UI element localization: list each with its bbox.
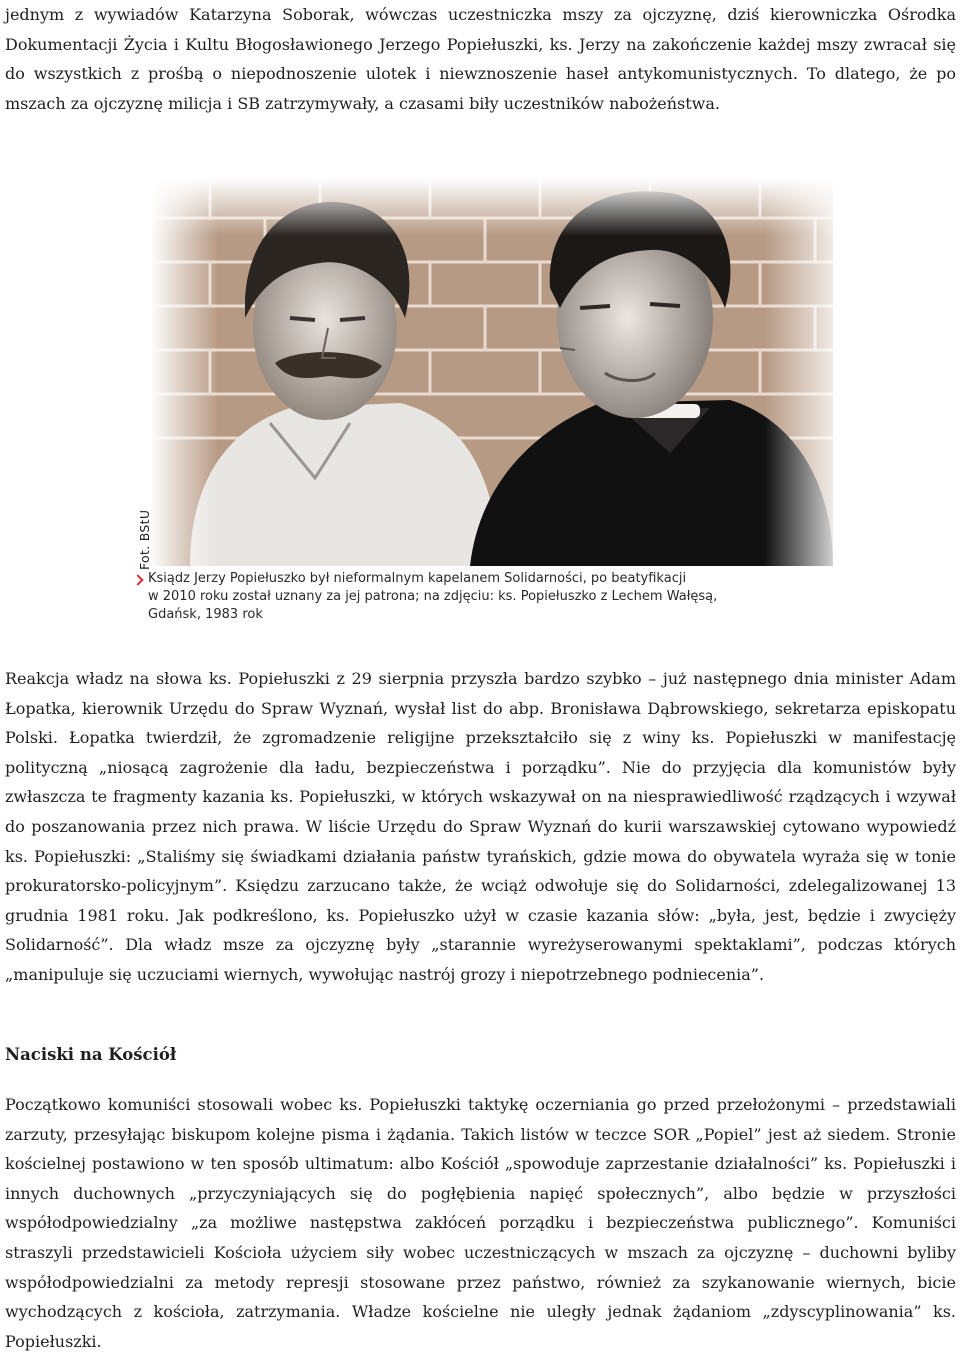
article-paragraph: Reakcja władz na słowa ks. Popiełuszki z 29 sierpnia przyszła bardzo szybko – już następnego dnia minister Adam Łopatka, kierownik Urzędu do Spraw Wyznań, wysłał list do abp. Bronisława Dąbrowskiego, sekretarza episkopatu Polski. Łopatka twierdził, że zgromadzenie religijne przekształciło się z winy ks. Popiełuszki w manifestację polityczną „niosącą zagrożenie dla ładu, bezpieczeństwa i porządku”. Nie do przyjęcia dla komunistów były zwłaszcza te fragmenty kazania ks. Popiełuszki, w których wskazywał on na niesprawiedliwość rządzących i wzywał do poszanowania przez nich prawa. W liście Urzędu do Spraw Wyznań do kurii warszawskiej cytowano wypowiedź ks. Popiełuszki: „Staliśmy się świadkami działania państw tyrańskich, gdzie mowa do obywatela wyraża się w tonie prokuratorsko-policyjnym”. Księdzu zarzucano także, że wciąż odwołuje się do Solidarności, zdelegalizowanej 13 grudnia 1981 roku. Jak podkreślono, ks. Popiełuszko użył w czasie kazania słów: „była, jest, będzie i zwycięży Solidarność”. Dla władz msze za ojczyznę były „starannie wyreżyserowanymi spektaklami”, podczas których „manipuluje się uczuciami wiernych, wywołując nastrój grozy i niepotrzebnego podniecenia”.	[5, 669, 956, 984]
photo-credit: Fot. BStU	[137, 509, 152, 570]
caption-arrow-icon	[132, 574, 143, 585]
caption-line: w 2010 roku został uznany za jej patrona; na zdjęciu: ks. Popiełuszko z Lechem Wałęsą,	[148, 589, 718, 604]
caption-line: Gdańsk, 1983 rok	[148, 607, 263, 622]
caption-line: Ksiądz Jerzy Popiełuszko był nieformalnym kapelanem Solidarności, po beatyfikacji	[148, 571, 687, 586]
section-heading: Naciski na Kościół	[5, 1045, 177, 1064]
article-paragraph: Początkowo komuniści stosowali wobec ks. Popiełuszki taktykę oczerniania go przed przełożonymi – przedstawiali zarzuty, przesyłając biskupom kolejne pisma i żądania. Takich listów w teczce SOR „Popiel” jest aż siedem. Stronie kościelnej postawiono w ten sposób ultimatum: albo Kościół „spowoduje zaprzestanie działalności” ks. Popiełuszki i innych duchownych „przyczyniających się do pogłębienia napięć społecznych”, albo będzie w przyszłości współodpowiedzialny „za możliwe następstwa zakłóceń porządku i bezpieczeństwa publicznego”. Komuniści straszyli przedstawicieli Kościoła użyciem siły wobec uczestniczących w mszach za ojczyznę – duchowni byliby współodpowiedzialni za metody represji stosowane przez państwo, również za szykanowanie wiernych, bicie wychodzących z kościoła, zatrzymania. Władze kościelne nie uległy jednak żądaniom „zdyscyplinowania” ks. Popiełuszki.	[5, 1095, 956, 1351]
photo	[150, 178, 833, 566]
article-paragraph: jednym z wywiadów Katarzyna Soborak, wówczas uczestniczka mszy za ojczyznę, dziś kierowniczka Ośrodka Dokumentacji Życia i Kultu Błogosławionego Jerzego Popiełuszki, ks. Jerzy na zakończenie każdej mszy zwracał się do wszystkich z prośbą o niepodnoszenie ulotek i niewznoszenie haseł antykomunistycznych. To dlatego, że po mszach za ojczyznę milicja i SB zatrzymywały, a czasami biły uczestników nabożeństwa.	[5, 5, 956, 113]
